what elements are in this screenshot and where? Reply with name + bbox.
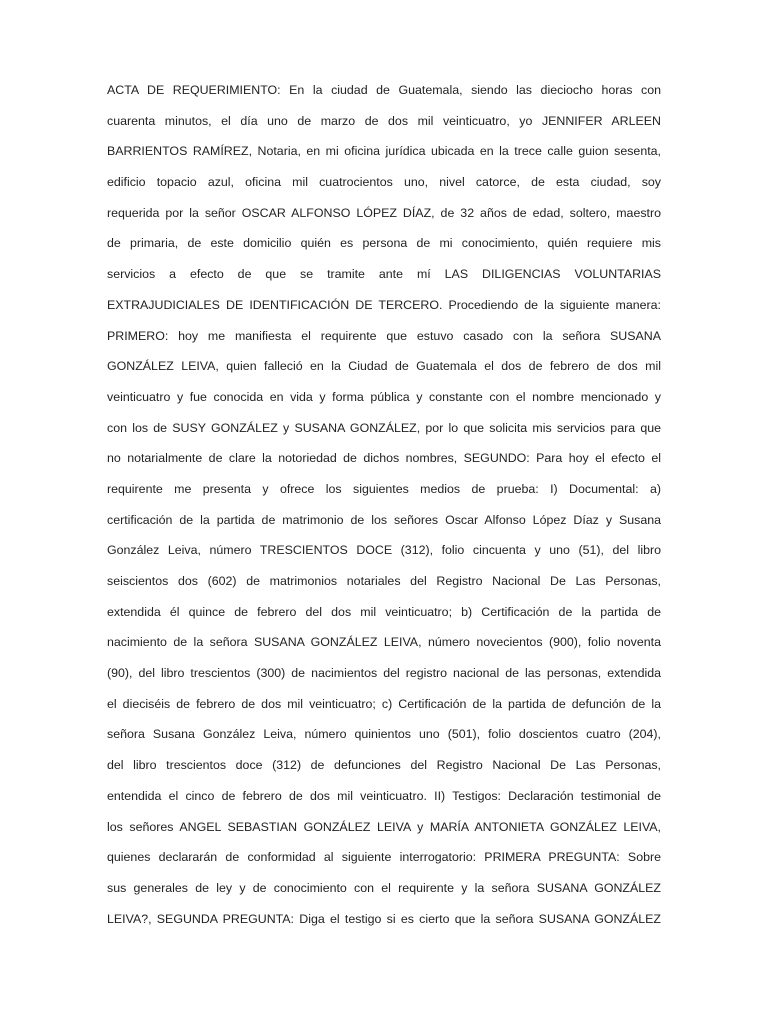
text-line: señora Susana González Leiva, número quinientos uno (501), folio doscientos cuatro (204), xyxy=(107,727,661,742)
text-line: del libro trescientos doce (312) de defunciones del Registro Nacional De Las Personas, xyxy=(107,758,661,773)
text-line: EXTRAJUDICIALES DE IDENTIFICACIÓN DE TERCERO. Procediendo de la siguiente manera: xyxy=(107,297,661,312)
text-line: requirente me presenta y ofrece los siguientes medios de prueba: I) Documental: a) xyxy=(107,481,661,496)
text-line: quienes declararán de conformidad al siguiente interrogatorio: PRIMERA PREGUNTA: Sobre xyxy=(107,850,661,865)
text-line: veinticuatro y fue conocida en vida y forma pública y constante con el nombre mencionado y xyxy=(107,389,661,404)
text-line: PRIMERO: hoy me manifiesta el requirente que estuvo casado con la señora SUSANA xyxy=(107,328,661,343)
text-line: (90), del libro trescientos (300) de nacimientos del registro nacional de las personas, extendida xyxy=(107,666,661,681)
text-line: LEIVA?, SEGUNDA PREGUNTA: Diga el testigo si es cierto que la señora SUSANA GONZÁLEZ xyxy=(107,911,661,926)
text-line: los señores ANGEL SEBASTIAN GONZÁLEZ LEIVA y MARÍA ANTONIETA GONZÁLEZ LEIVA, xyxy=(107,819,661,834)
text-line: servicios a efecto de que se tramite ante mí LAS DILIGENCIAS VOLUNTARIAS xyxy=(107,267,661,282)
text-line: extendida él quince de febrero del dos mil veinticuatro; b) Certificación de la partida de xyxy=(107,604,661,619)
text-line: GONZÁLEZ LEIVA, quien falleció en la Ciudad de Guatemala el dos de febrero de dos mil xyxy=(107,359,661,374)
text-line: BARRIENTOS RAMÍREZ, Notaria, en mi oficina jurídica ubicada en la trece calle guion sesenta, xyxy=(107,144,661,159)
text-line: nacimiento de la señora SUSANA GONZÁLEZ LEIVA, número novecientos (900), folio noventa xyxy=(107,635,661,650)
text-line: ACTA DE REQUERIMIENTO: En la ciudad de Guatemala, siendo las dieciocho horas con xyxy=(107,83,661,97)
document-body xyxy=(107,75,661,934)
text-line: sus generales de ley y de conocimiento con el requirente y la señora SUSANA GONZÁLEZ xyxy=(107,880,661,895)
text-line: requerida por la señor OSCAR ALFONSO LÓPEZ DÍAZ, de 32 años de edad, soltero, maestro xyxy=(107,205,661,220)
text-line: edificio topacio azul, oficina mil cuatrocientos uno, nivel catorce, de esta ciudad, soy xyxy=(107,175,661,190)
text-line: certificación de la partida de matrimonio de los señores Oscar Alfonso López Díaz y Susana xyxy=(107,512,661,527)
text-line: seiscientos dos (602) de matrimonios notariales del Registro Nacional De Las Personas, xyxy=(107,574,661,588)
text-line: de primaria, de este domicilio quién es persona de mi conocimiento, quién requiere mis xyxy=(107,236,661,251)
text-line: el dieciséis de febrero de dos mil veinticuatro; c) Certificación de la partida de defunción de la xyxy=(107,696,661,711)
text-line: cuarenta minutos, el día uno de marzo de dos mil veinticuatro, yo JENNIFER ARLEEN xyxy=(107,113,661,128)
text-line: no notarialmente de clare la notoriedad de dichos nombres, SEGUNDO: Para hoy el efecto el xyxy=(107,451,661,466)
text-line: con los de SUSY GONZÁLEZ y SUSANA GONZÁLEZ, por lo que solicita mis servicios para que xyxy=(107,420,661,435)
text-line: González Leiva, número TRESCIENTOS DOCE (312), folio cincuenta y uno (51), del libro xyxy=(107,543,661,558)
text-line: entendida el cinco de febrero de dos mil veinticuatro. II) Testigos: Declaración testimonial de xyxy=(107,788,661,803)
